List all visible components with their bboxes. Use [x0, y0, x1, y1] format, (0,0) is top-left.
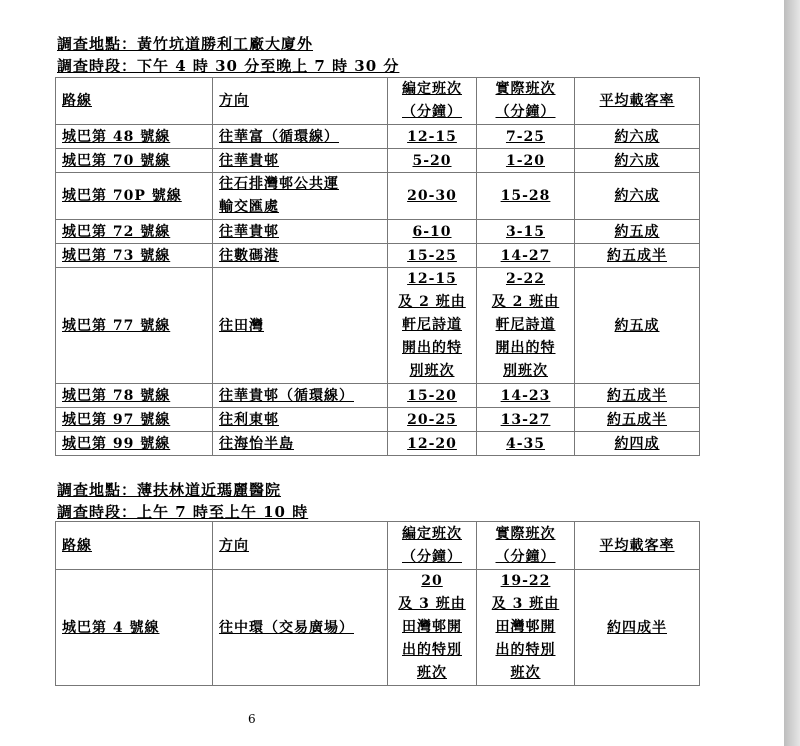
table-row — [56, 432, 700, 456]
route-cell: 城巴第 4 號線 — [62, 619, 160, 636]
survey-location-1: 調查地點：黃竹坑道勝利工廠大廈外 — [57, 35, 314, 53]
actual-cell: 1-20 — [505, 152, 546, 169]
load-cell: 約六成 — [614, 128, 660, 145]
header-direction: 方向 — [219, 537, 249, 554]
viewer-background — [784, 0, 800, 746]
direction-cell: 往華貴邨 — [219, 152, 279, 169]
scheduled-cell-cont: 別班次 — [409, 363, 455, 379]
table-row — [56, 384, 700, 408]
load-cell: 約五成半 — [607, 411, 667, 428]
route-cell: 城巴第 99 號線 — [62, 435, 171, 452]
actual-cell: 13-27 — [500, 411, 551, 428]
actual-cell-cont: 開出的特 — [495, 340, 556, 356]
actual-cell-cont: 別班次 — [503, 363, 548, 379]
header-route: 路線 — [62, 93, 92, 109]
actual-cell-cont: 出的特別 — [495, 642, 556, 658]
table-row — [56, 268, 700, 384]
bus-table-1 — [55, 77, 700, 456]
scheduled-cell: 6-10 — [412, 223, 452, 240]
route-cell: 城巴第 78 號線 — [62, 387, 171, 404]
table-row — [56, 244, 700, 268]
header-scheduled: 編定班次 — [402, 81, 462, 97]
header-load: 平均載客率 — [599, 93, 675, 109]
header-route: 路線 — [62, 537, 92, 554]
route-cell: 城巴第 70P 號線 — [62, 188, 182, 204]
actual-cell: 19-22 — [500, 573, 551, 589]
route-cell: 城巴第 97 號線 — [62, 411, 171, 428]
scheduled-cell-cont: 開出的特 — [402, 340, 462, 356]
route-cell: 城巴第 72 號線 — [62, 223, 171, 240]
actual-cell: 14-27 — [500, 247, 551, 264]
direction-cell-cont: 輸交匯處 — [219, 199, 279, 215]
scheduled-cell: 12-15 — [407, 271, 457, 287]
scheduled-cell: 5-20 — [412, 152, 452, 169]
actual-cell: 15-28 — [500, 188, 551, 204]
scheduled-cell-cont: 軒尼詩道 — [402, 317, 462, 333]
header-scheduled: 編定班次 — [402, 525, 462, 542]
scheduled-cell: 12-20 — [407, 435, 457, 452]
load-cell: 約六成 — [614, 152, 660, 169]
scheduled-cell-cont: 班次 — [417, 665, 447, 681]
actual-cell: 3-15 — [505, 223, 546, 240]
direction-cell: 往華貴邨 — [219, 223, 279, 240]
table-row — [56, 408, 700, 432]
header-scheduled-unit: （分鐘） — [402, 104, 462, 120]
direction-cell: 往中環（交易廣場） — [219, 619, 354, 636]
header-actual: 實際班次 — [495, 525, 556, 542]
direction-cell: 往華貴邨（循環線） — [219, 387, 354, 404]
scheduled-cell-cont: 出的特別 — [402, 642, 462, 658]
scheduled-cell-cont: 及 3 班由 — [398, 596, 466, 612]
route-cell: 城巴第 77 號線 — [62, 317, 171, 334]
direction-cell: 往華富（循環線） — [219, 128, 339, 145]
survey-location-2: 調查地點：薄扶林道近瑪麗醫院 — [57, 481, 282, 499]
table-row — [56, 173, 700, 220]
actual-cell-cont: 及 3 班由 — [491, 596, 560, 612]
load-cell: 約四成 — [614, 435, 660, 452]
load-cell: 約六成 — [614, 188, 660, 204]
table-header-row — [56, 522, 700, 570]
table-row — [56, 220, 700, 244]
actual-cell-cont: 軒尼詩道 — [495, 317, 556, 333]
load-cell: 約五成 — [614, 317, 660, 334]
table-row — [56, 149, 700, 173]
load-cell: 約五成 — [614, 223, 660, 240]
actual-cell: 4-35 — [505, 435, 546, 452]
scheduled-cell: 20 — [421, 573, 443, 589]
actual-cell-cont: 田灣邨開 — [495, 619, 556, 635]
table-row — [56, 125, 700, 149]
direction-cell: 往石排灣邨公共運 — [219, 176, 339, 192]
route-cell: 城巴第 48 號線 — [62, 128, 171, 145]
actual-cell-cont: 及 2 班由 — [491, 294, 560, 310]
page-number: 6 — [248, 712, 256, 726]
actual-cell: 14-23 — [500, 387, 551, 404]
direction-cell: 往利東邨 — [219, 411, 279, 428]
load-cell: 約四成半 — [607, 619, 667, 636]
header-actual-unit: （分鐘） — [495, 548, 556, 565]
header-actual-unit: （分鐘） — [495, 104, 556, 120]
header-load: 平均載客率 — [599, 537, 675, 554]
route-cell: 城巴第 73 號線 — [62, 247, 171, 264]
scheduled-cell: 20-30 — [407, 188, 457, 204]
route-cell: 城巴第 70 號線 — [62, 152, 171, 169]
bus-table-2 — [55, 521, 700, 686]
direction-cell: 往海怡半島 — [219, 435, 294, 452]
actual-cell: 2-22 — [505, 271, 546, 287]
header-direction: 方向 — [219, 93, 249, 109]
scheduled-cell-cont: 及 2 班由 — [398, 294, 466, 310]
load-cell: 約五成半 — [607, 387, 667, 404]
actual-cell-cont: 班次 — [510, 665, 541, 681]
direction-cell: 往田灣 — [219, 317, 264, 334]
header-actual: 實際班次 — [495, 81, 556, 97]
survey-period-1: 調查時段：下午 4 時 30 分至晚上 7 時 30 分 — [57, 57, 400, 75]
table-row — [56, 570, 700, 686]
scheduled-cell-cont: 田灣邨開 — [402, 619, 462, 635]
scheduled-cell: 15-25 — [407, 247, 457, 264]
scheduled-cell: 12-15 — [407, 128, 457, 145]
scheduled-cell: 15-20 — [407, 387, 457, 404]
table-header-row — [56, 78, 700, 125]
direction-cell: 往數碼港 — [219, 247, 279, 264]
scheduled-cell: 20-25 — [407, 411, 457, 428]
load-cell: 約五成半 — [607, 247, 667, 264]
header-scheduled-unit: （分鐘） — [402, 548, 462, 565]
actual-cell: 7-25 — [505, 128, 546, 145]
survey-period-2: 調查時段：上午 7 時至上午 10 時 — [57, 503, 309, 521]
